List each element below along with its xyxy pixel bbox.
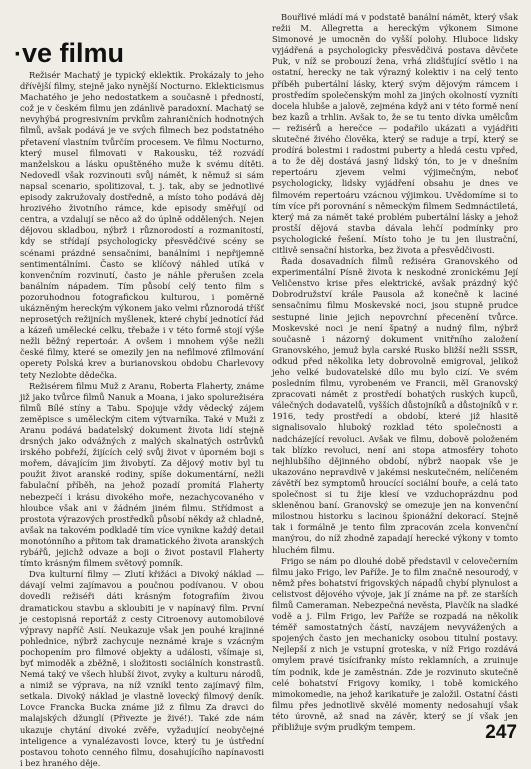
review-paragraph: Frigo se nám po dlouhé době představil v celovečerním filmu jako Frigo, lev Paříže. Je to film značně nesourodý, v němž přes bohatství frigovských nápadů chybí plynulost a celistvost dějového vývoje, jak jí známe na př. ze starších filmů Cameraman. Nebezpečná nevěsta, Plavčík na sladké vodě a j. Film Frigo, lev Paříže se rozpadá na několik téměř samostatných částí, navzájem nevyvážených a spojených často jen mechanicky osobou titulní postavy. Nejlepší z nich je vstupní groteska, v níž Frigo rozdává omylem pravé tisícifranky místo reklamních, a zruinuje tím podnik, kde je zaměstnán. Zde je rozvinuto skutečně celé bohatství Frigovy komiky, i tobě komického mimokomedie, na jehož karikatuře je založil. Ostatní části filmu přes jednotlivě skvělé momenty nedosahují však této úrovně, až snad na závěr, který se jí však jen přibližuje svým prudkým tempem. — [272, 555, 518, 732]
section-title: ve filmu — [22, 38, 125, 68]
review-paragraph: Řada dosavadních filmů režiséra Granovského od experimentální Písně života k neskodné zronickému Její Veličenstvo krise přes elektrické, avšak prázdný kýč Dobrodružství krále Pausola až konečně k laciné sensačnímu filmu Moskevské noci, jsou stupně prudce sestupné linie jejich nepovrchní přecenění tvůrce. Moskevské noci je není špatný a nudný film, nýbrž současně i názorný dokument vnitřního založení Granovského, jemuž byla carské Rusko bližší nežli SSSR, odkud před několika lety dobrovolně emigroval, jelikož jeho velké budovatelské dílo mu bylo cizí. Ve svém posledním filmu, vyrobeném ve Francii, měl Granovský zpracovati námět z prostředí bohatých ruských kupců, válečných dodavatelů, vyšších důstojníků a důstojníků v r. 1916, tedy prostředí a období, které již hlasitě signalisovalo hluboký rozklad této společnosti a nadcházející revoluci. Avšak ve filmu, dobově položeném tak blízko revoluci, není ani stopa atmosféry tohoto nejhlubšího dějinného období, nýbrž naopak vše je ukazováno nepravdivě v jakémsi neskutečném, nelíčeném závětří bez symptomů hroucící sociální bouře, a celá tato společnost si tu žije klesí ve vzduchoprázdnu pod skleněnou baní. Granovský se omezuje jen na konvenční milostnou historku s lacinou špionážní dekorací. Stejně tak i formálně je tento film zpracován zcela konvenční manýrou, do níž zhodně zapadají herecké výkony v tomto hluchém filmu. — [272, 256, 518, 555]
review-paragraph: Bouřlivé mládí má v podstatě banální námět, který však režii M. Allegretta a hereckým výkonem Simone Simonové je umocněn do vyšší polohy. Hluboce lidsky vyjádřená a psychologicky přesvědčivá postava děvčete Puk, v níž se probouzí žena, vrhá zlidšťující světlo i na ostatní, herecky ne tak výrazný kolektiv i na celý tento příběh pubertální lásky, který svým dějovým rámcem i prostředím společenským mohl za jiných okolností vyzníti docela hlubše a jalově, zejména když ani v této formě není bez kazů a trhlin. Avšak to, že se tu tento dívka umělcům — režisérů a herečce — podařilo ukázati a vyjádřiti skutečné živého člověka, který se raduje a trpí, který se prodírá bolestmi i radostmi puberty a hledá cestu vpřed, a to že děj dostává jasný lidský tón, to je v dnešním repertoáru zjevem velmi výjimečným, neboť psychologicky, lidsky vyjádření obsahu je dnes ve filmovém repertoáru vzácnou výjimkou. Uvědomíme si to tím více při porovnání s německým filmem Sedmnáctiletá, který má za námět také problém pubertální lásky a jehož prostší dějová stavba dávala lehčí podmínky pro psychologické řešení. Místo toho je tu jen ilustrační, citlivě sensační historka, bez života a přesvědčivosti. — [272, 12, 518, 255]
left-column — [20, 70, 264, 768]
right-column — [272, 12, 518, 732]
header-prefix: · — [14, 41, 22, 68]
review-paragraph: Režisér Machatý je typický eklektik. Prokázaly to jeho dřívější filmy, stejně jako nynější Nocturno. Eklekticismus Machatého je jeho nedostatkem a současně i předností, což je v českém filmu jen zdánlivě paradoxní. Machatý se nevyhýbá progresivním prvkům zahraničních hodnotných filmů, avšak podává je ve svých filmech bez podstatného přetavení vlastním tvůrčím procesem. Ve filmu Nocturno, který musel filmovati v Rakousku, též rozvádí manželskou a lásku opuštěného muže k svému dítěti. Nedovedl však rozvinouti svůj námět, k němuž si sám napsal scenario, spolitizoval, t. j. tak, aby se jednotlivé episody zakružovaly dostředně, a místo toho podává děj hrozivého životního rámce, kde episody směřují od centra, a vzdalují se něco až do úplně oddělených. Nejen dějovou skladbou, nýbrž i různorodostí a rozmanitostí, kdy se střídají psychologicky přesvědčivé scény se scénami prázdné sensačními, banálními i nepřijemně sentimentálními. Často se klíčový náhled utíká v konvenčním rozvinutí, často je náhle přerušen zcela banálním nápadem. Tím působí celý tento film s pozoruhodnou fotografickou kulturou, i poměrně ukázněným hereckým výkonem jako velmi různorodá tříšť neprosetých režijních myšlenek, které chybí jednotící řád a kázeň umělecké celku, třebaže i v této formě stojí výše nežli běžný repertoár. A ovšem i mnohem výše nežli české filmy, které se omezily jen na nefilmové zfilmování operety Polská krev a burianovskou obdobu Charlevovy tety Nezlobte dědečka. — [20, 70, 264, 380]
review-paragraph: Dva kulturní filmy — Zlutí křižáci a Divoký náklad — dávají velmi zajímavou a poučnou podívanou. V obou dovedli režiséři dáti krásným fotografiím živou dramatickou stavbu a skloubiti je v napínavý film. První je cestopisná reportáž z cesty Citroenovy automobilové výpravy napříč Asií. Neukazuje však jen pouhé krajinné pohlednice, nýbrž zachycuje neznámé kraje s vzácným pochopením pro filmové objekty a události, všímaje si, byť mimoděk a zběžně, i složitosti sociálních konstrastů. Nemá taký ve všech hlubší život, zvyky a kulturu národů, a nimiž se výprava, na níž vznikl tento zajímavý film, setkala. Divoký náklad je vlastně lovecký filmový deník. Lovce Francka Bucka známe již z filmu Za dravci do malajských džunglí (Přivezte je živé!). Také zde nám ukazuje chytání divoké zvěře, vyžadující neobyčejné inteligence a vynalézavosti lovce, který tu je ústřední postavou tohoto cenného filmu, dosahujícího napínavosti i bez hraného děje. — [20, 569, 264, 768]
page-number: 247 — [485, 722, 517, 743]
review-paragraph: Režisérem filmu Muž z Aranu, Roberta Flaherty, známe již jako tvůrce filmů Nanuk a Moana, i jako spolurežiséra filmů Bílé stíny a Tabu. Spojuje vždy vědecký zájem zeměpisce s uměleckým citem výtvarníka. Také v Muži z Aranu podává badatelský dokument života lidí stejně drsných jako odvážných z malých skalnatých ostrůvků irského pobřeží, žijících celý svůj život v úporném boji s mořem, dávajícím jim živobytí. Za dějový motiv byl tu použit život aranské rodiny, spíše dokumentární, nežli fabulační příběh, na jehož pozadí promítá Flaherty nebezpečí i krásu divokého moře, nezachycovaného v hloubce však ani v žádném jiném filmu. Střídmost a prostota výrazových prostředků působí někdy až chladně, avšak na takovém podkladě tím více vynikne každý detail monotónního a přitom tak dramatického života aranských rybářů, jejichž odvaze a boji o život postavil Flaherty tímto krásným filmem světový pomník. — [20, 380, 264, 569]
section-header — [14, 38, 260, 68]
